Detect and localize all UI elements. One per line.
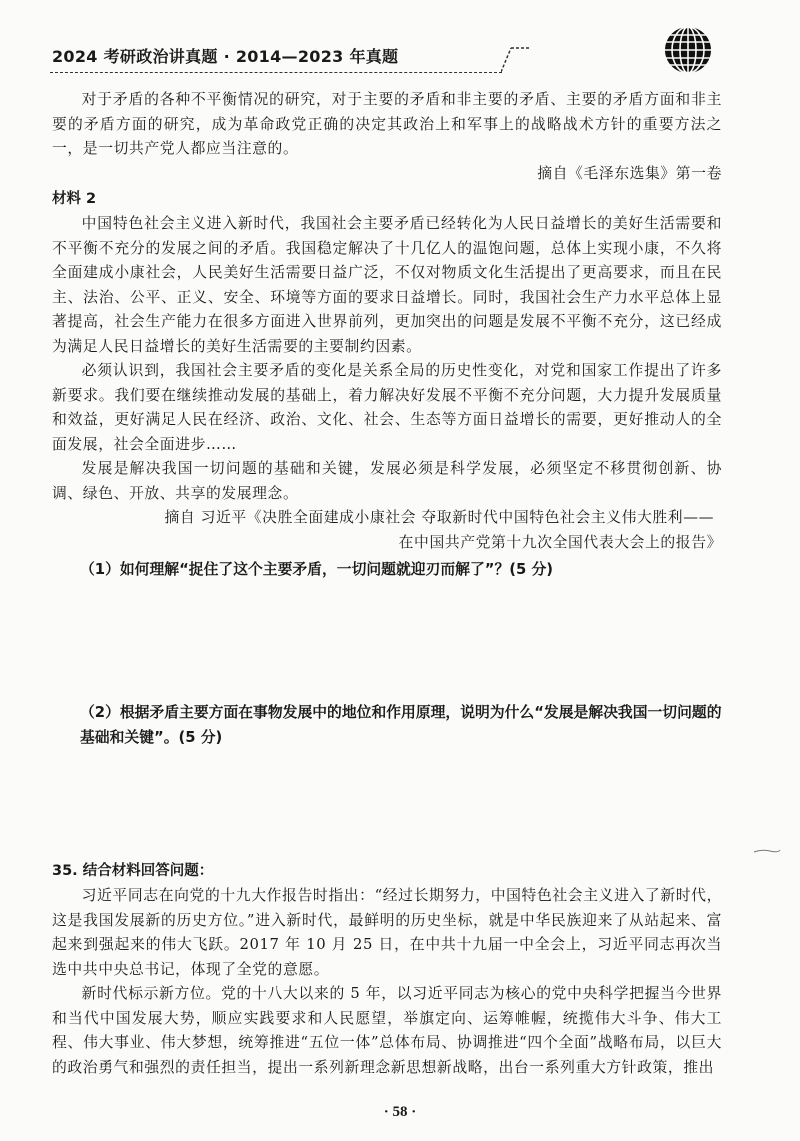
q35-paragraph: 习近平同志在向党的十九大作报告时指出：“经过长期努力，中国特色社会主义进入了新时代，这是我国发展新的历史方位。”进入新时代，最鲜明的历史坐标，就是中华民族迎来了从站起来、富起来到强起来的伟大飞跃。2017 年 10 月 25 日，在中共十九届一中全会上，习近平同志再次当选中共中央总书记，体现了全党的意愿。: [52, 887, 722, 978]
material2-paragraph: 中国特色社会主义进入新时代，我国社会主要矛盾已经转化为人民日益增长的美好生活需要和不平衡不充分的发展之间的矛盾。我国稳定解决了十几亿人的温饱问题，总体上实现小康，不久将全面建成小康社会，人民美好生活需要日益广泛，不仅对物质文化生活提出了更高要求，而且在民主、法治、公平、正义、安全、环境等方面的要求日益增长。同时，我国社会生产力水平总体上显著提高，社会生产能力在很多方面进入世界前列，更加突出的问题是发展不平衡不充分，这已经成为满足人民日益增长的美好生活需要的主要制约因素。: [52, 215, 722, 355]
material2-source-line1: 摘自 习近平《决胜全面建成小康社会 夺取新时代中国特色社会主义伟大胜利——: [164, 509, 714, 526]
material2-source-line2: 在中国共产党第十九次全国代表大会上的报告》: [398, 533, 722, 551]
answer-space-1: [52, 582, 722, 700]
header-rule-corner: [501, 46, 531, 74]
scan-speck: [752, 846, 782, 856]
material2-paragraph: 发展是解决我国一切问题的基础和关键，发展必须是科学发展，必须坚定不移贯彻创新、协调、绿色、开放、共享的发展理念。: [52, 460, 722, 502]
page-content: [52, 88, 722, 1080]
page-number: · 58 ·: [383, 1104, 417, 1120]
question-1: （1）如何理解“捉住了这个主要矛盾，一切问题就迎刃而解了”？(5 分): [80, 561, 554, 578]
question-35-label: 35. 结合材料回答问题：: [52, 863, 214, 879]
header-rule: [50, 72, 502, 73]
page-header: [0, 0, 800, 80]
question-2: （2）根据矛盾主要方面在事物发展中的地位和作用原理，说明为什么“发展是解决我国一切问题的基础和关键”。(5 分): [80, 704, 722, 746]
answer-space-2: [52, 750, 722, 858]
header-title: 2024 考研政治讲真题 · 2014—2023 年真题: [52, 47, 399, 66]
material1-paragraph: 对于矛盾的各种不平衡情况的研究，对于主要的矛盾和非主要的矛盾、主要的矛盾方面和非主要的矛盾方面的研究，成为革命政党正确的决定其政治上和军事上的战略战术方针的重要方法之一，是一切共产党人都应当注意的。: [52, 91, 722, 157]
material2-label: 材料 2: [52, 191, 97, 207]
globe-icon: [662, 24, 714, 76]
q35-paragraph: 新时代标示新方位。党的十八大以来的 5 年，以习近平同志为核心的党中央科学把握当今世界和当代中国发展大势，顺应实践要求和人民愿望，举旗定向、运筹帷幄，统揽伟大斗争、伟大工程、伟大事业、伟大梦想，统筹推进“五位一体”总体布局、协调推进“四个全面”战略布局，以巨大的政治勇气和强烈的责任担当，提出一系列新理念新思想新战略，出台一系列重大方针政策，推出: [52, 985, 722, 1076]
material2-paragraph: 必须认识到，我国社会主要矛盾的变化是关系全局的历史性变化，对党和国家工作提出了许多新要求。我们要在继续推动发展的基础上，着力解决好发展不平衡不充分问题，大力提升发展质量和效益，更好满足人民在经济、政治、文化、社会、生态等方面日益增长的需要，更好推动人的全面发展，社会全面进步……: [52, 362, 722, 453]
material1-source: 摘自《毛泽东选集》第一卷: [537, 164, 722, 182]
